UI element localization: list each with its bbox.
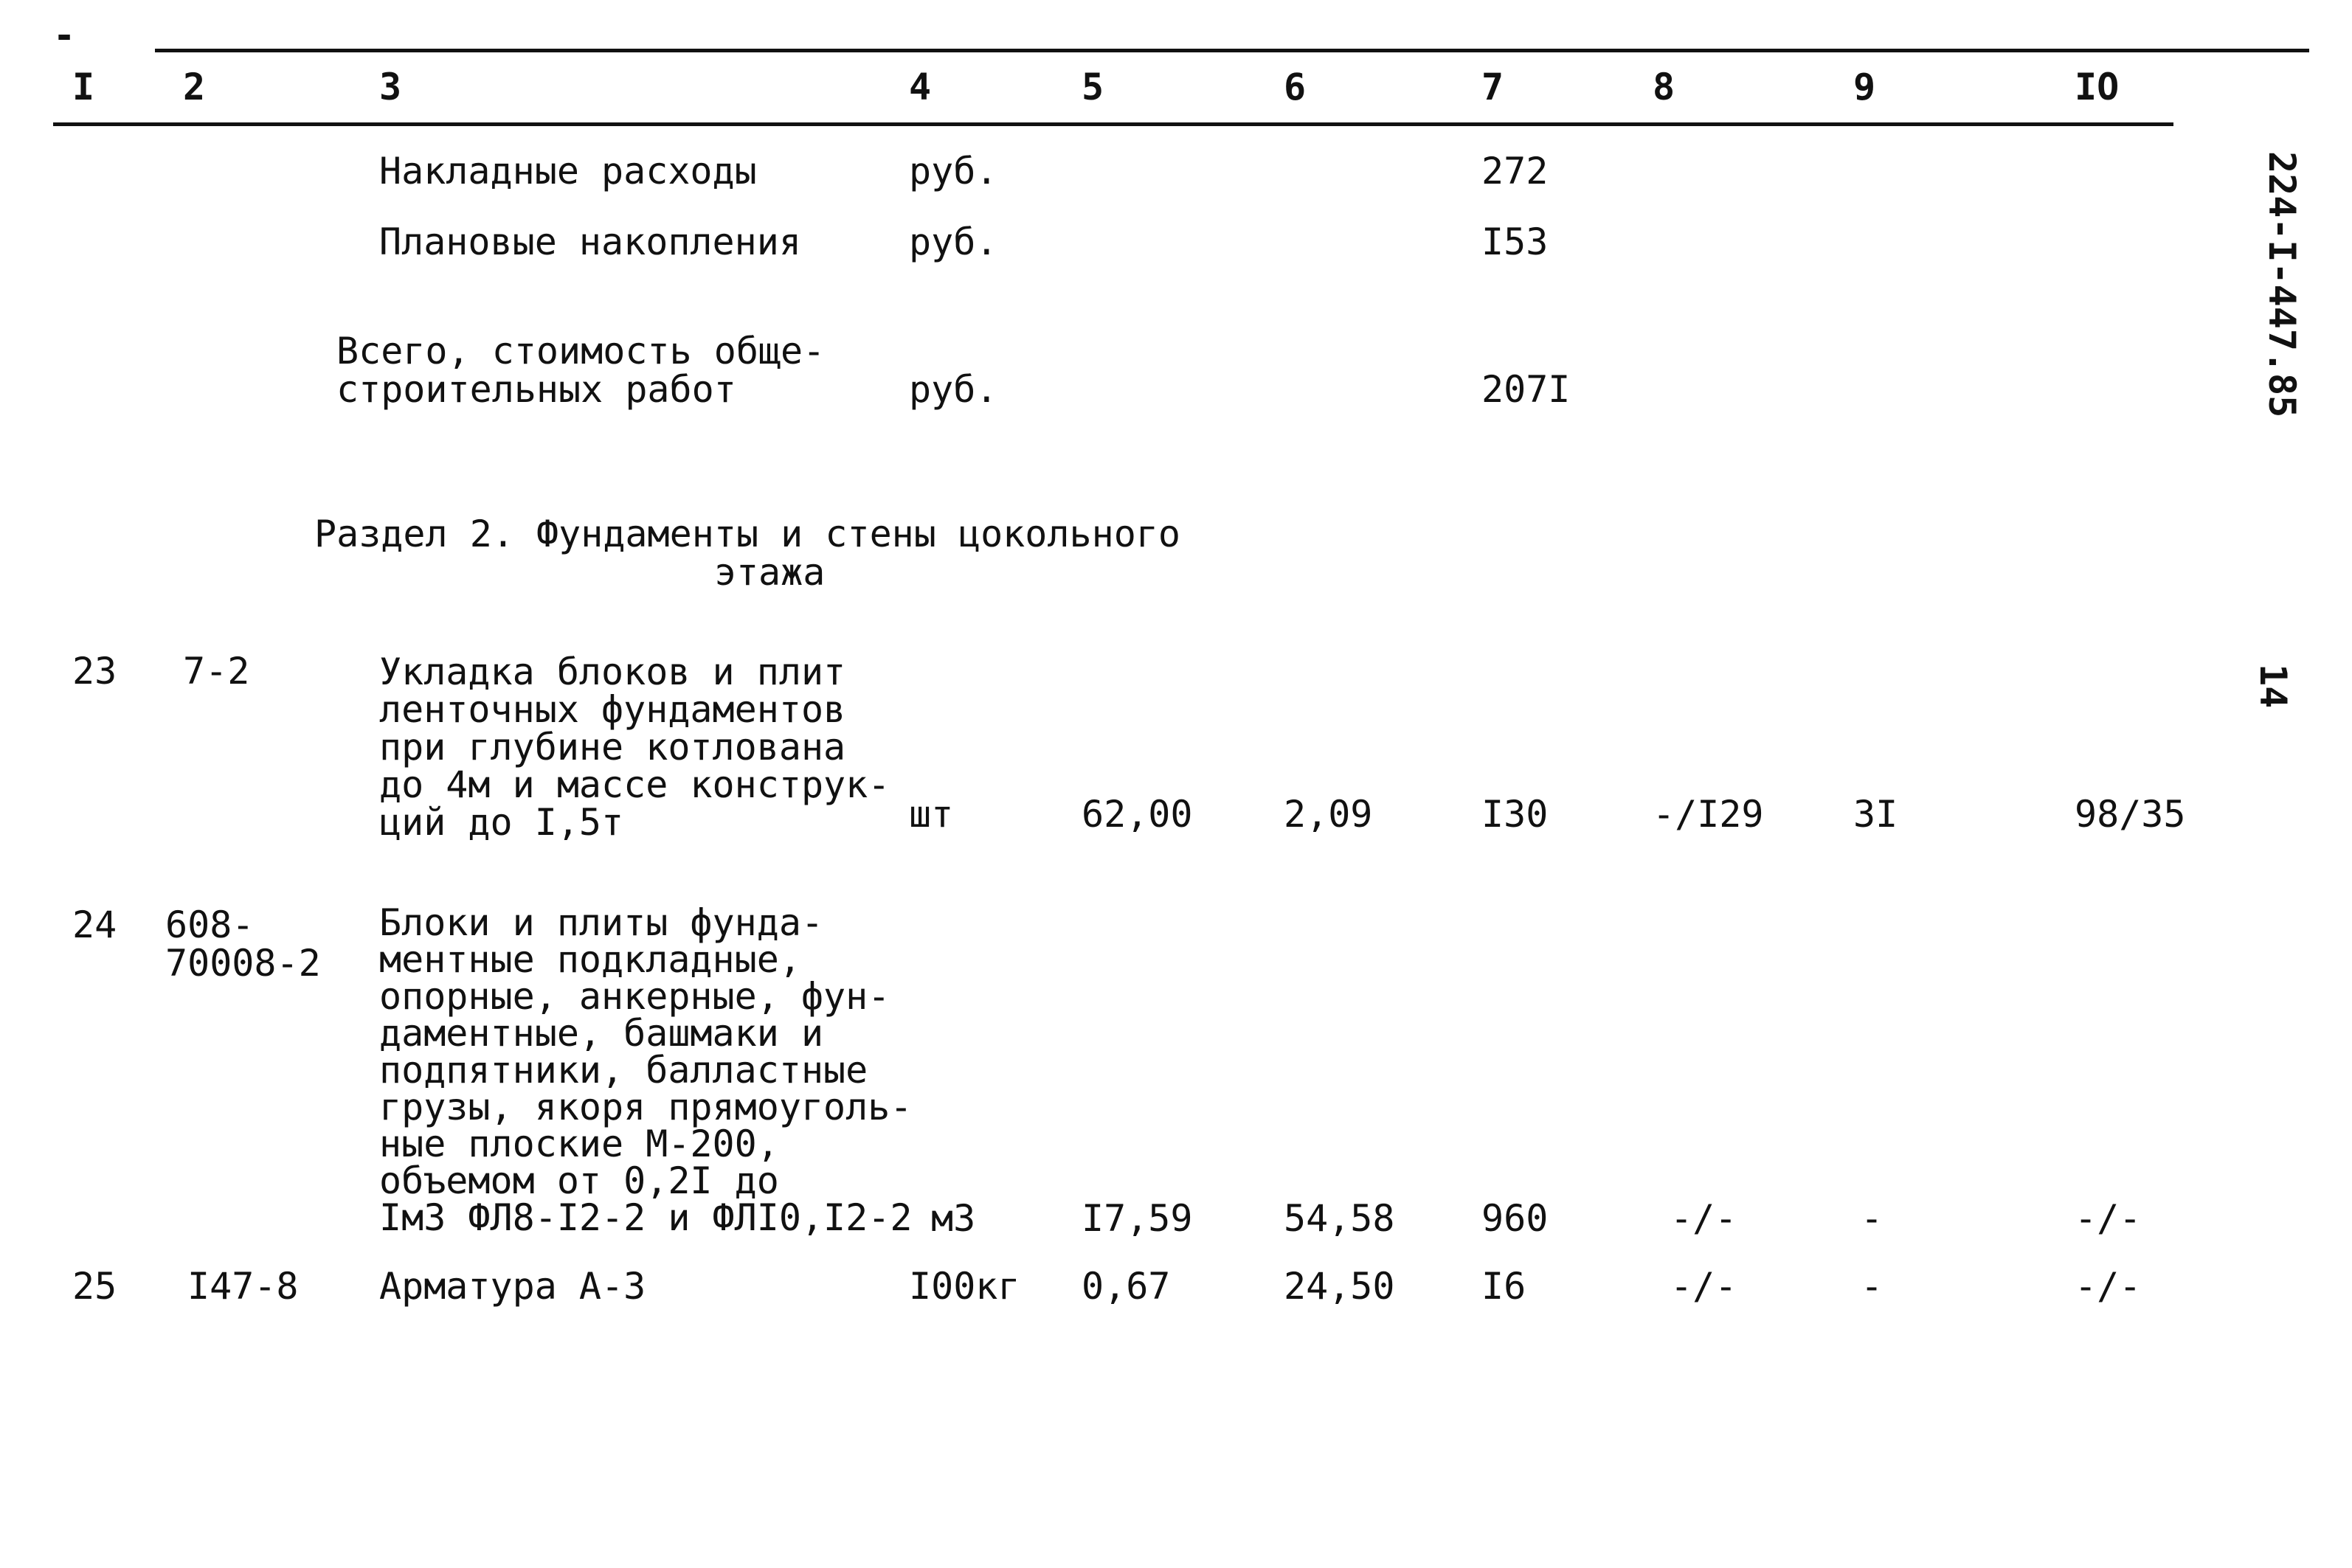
row-24-col10: -/-: [2075, 1197, 2142, 1240]
row-25-col9: -: [1861, 1265, 1884, 1308]
row-25-number: 25: [72, 1265, 117, 1308]
summary-total-value: 207I: [1481, 368, 1571, 411]
column-header-8: 8: [1653, 66, 1675, 108]
row-25-unit: I00кг: [909, 1265, 1020, 1308]
row-25-col5: 0,67: [1082, 1265, 1171, 1308]
row-24-col8: -/-: [1670, 1197, 1737, 1240]
row-23-number: 23: [72, 650, 117, 693]
row-23-unit: шт: [909, 793, 954, 836]
row-24-code: 608- 70008-2: [165, 903, 321, 985]
summary-total-unit: руб.: [909, 368, 998, 411]
summary-planned-label: Плановые накопления: [379, 221, 801, 263]
column-header-2: 2: [183, 66, 206, 108]
row-24-unit: м3: [931, 1197, 976, 1240]
row-25-name: Арматура А-3: [379, 1265, 646, 1308]
row-23-col8: -/I29: [1653, 793, 1764, 836]
summary-overhead-unit: руб.: [909, 150, 998, 192]
row-25-col10: -/-: [2075, 1265, 2142, 1308]
row-24-col7: 960: [1481, 1197, 1549, 1240]
column-header-6: 6: [1284, 66, 1307, 108]
row-23-name: Укладка блоков и плит ленточных фундаментов при глубине котлована до 4м и массе конструк- ций до I,5т: [379, 651, 890, 844]
column-header-3: 3: [379, 66, 402, 108]
row-25-code: I47-8: [187, 1265, 299, 1308]
row-25-col7: I6: [1481, 1265, 1526, 1308]
column-header-10: IO: [2075, 66, 2120, 108]
summary-planned-unit: руб.: [909, 221, 998, 263]
document-code: 224-I-447.85: [2261, 151, 2303, 418]
column-header-1: I: [72, 66, 95, 108]
summary-planned-value: I53: [1481, 221, 1549, 263]
row-23-col7: I30: [1481, 793, 1549, 836]
column-header-5: 5: [1082, 66, 1104, 108]
row-24-name: Блоки и плиты фунда- ментные подкладные, опорные, анкерные, фун- даментные, башмаки и подпятники, балластные грузы, якоря прямоуголь- ные плоские М-200, объемом от 0,2I до Iм3 ФЛ8-I2-2 и ФЛI0,I2-2: [379, 901, 913, 1239]
column-header-4: 4: [909, 66, 932, 108]
page-number: 14: [2252, 664, 2294, 709]
header-bottom-rule: [53, 122, 2173, 126]
row-24-number: 24: [72, 903, 117, 946]
header-dash: -: [53, 14, 76, 57]
section-title: Раздел 2. Фундаменты и стены цокольного этажа: [314, 513, 1180, 594]
row-25-col6: 24,50: [1284, 1265, 1395, 1308]
row-23-col10: 98/35: [2075, 793, 2186, 836]
summary-overhead-label: Накладные расходы: [379, 150, 757, 192]
column-header-7: 7: [1481, 66, 1504, 108]
row-24-col5: I7,59: [1082, 1197, 1193, 1240]
summary-total-label: Всего, стоимость обще- строительных работ: [336, 330, 826, 411]
row-24-col9: -: [1861, 1197, 1884, 1240]
row-25-col8: -/-: [1670, 1265, 1737, 1308]
row-23-code: 7-2: [183, 650, 250, 693]
row-23-col5: 62,00: [1082, 793, 1193, 836]
header-top-rule: [155, 49, 2309, 52]
summary-overhead-value: 272: [1481, 150, 1549, 192]
column-header-9: 9: [1853, 66, 1876, 108]
row-23-col9: 3I: [1853, 793, 1898, 836]
row-23-col6: 2,09: [1284, 793, 1373, 836]
row-24-col6: 54,58: [1284, 1197, 1395, 1240]
